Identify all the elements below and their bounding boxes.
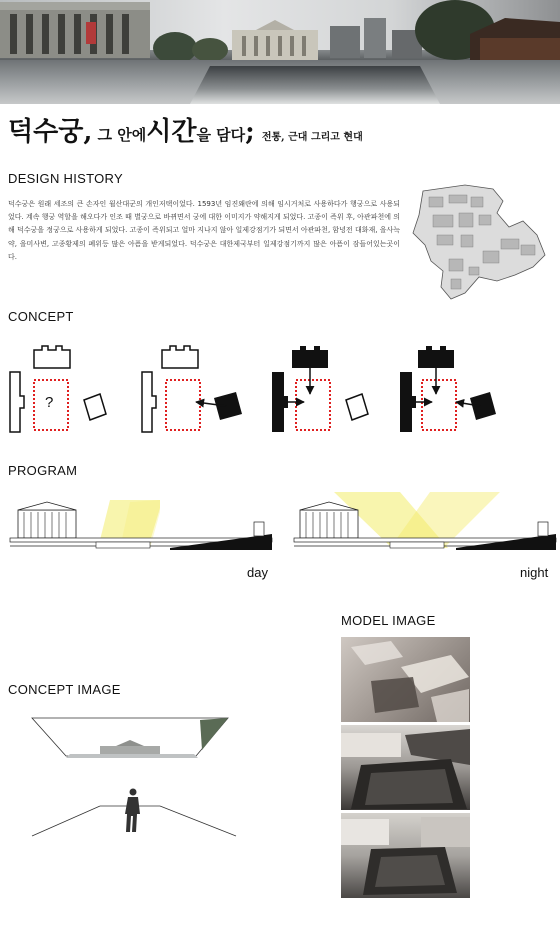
person-silhouette <box>125 789 140 833</box>
title-part-1: 덕수궁 <box>8 117 84 147</box>
concept-image-sketch <box>30 710 240 840</box>
title-comma: , <box>83 117 93 147</box>
model-image-heading: MODEL IMAGE <box>341 613 436 628</box>
title-semicolon: ; <box>245 117 255 147</box>
title-part-2: 그 안에 <box>97 126 147 144</box>
concept-step-2 <box>142 346 242 432</box>
model-photo-3 <box>341 813 470 898</box>
site-plan-map <box>405 183 555 303</box>
title-part-3: 시간 <box>146 117 197 147</box>
model-photo-2 <box>341 725 470 810</box>
program-day-label: day <box>247 565 268 580</box>
program-night-section <box>294 492 556 550</box>
model-photo-1 <box>341 637 470 722</box>
concept-diagram <box>0 338 560 438</box>
program-section-drawings <box>0 488 560 568</box>
concept-step-1 <box>10 346 106 432</box>
concept-step-4 <box>400 346 496 432</box>
program-day-section <box>10 500 272 550</box>
hero-reflecting-pool <box>190 66 440 104</box>
concept-heading: CONCEPT <box>8 309 74 324</box>
design-history-paragraph: 덕수궁은 원래 세조의 큰 손자인 월산대군의 개인저택이었다. 1593년 임진왜란에 의해 임시거처로 사용하다가 행궁으로 사용되었다. 계속 행궁 역할을 해오다가 인조 때 별궁으로 바뀌면서 궁에 대한 이미지가 약해지게 되었다. 고종이 즉위 후, 아관파천에 의해 덕수궁을 정궁으로 사용하게 되었다. 고종이 즉위되고 얼마 지나지 않아 일제강점기가 되면서 아관파천, 함녕전 대화재, 을사늑약, 을미사변, 고종황제의 폐위등 많은 아픔을 받게되었다. 덕수궁은 대한제국부터 일제강점기까지 많은 아픔이 잠들어있는곳이다. <box>8 200 400 261</box>
hero-banner-photo <box>0 0 560 104</box>
program-heading: PROGRAM <box>8 463 78 478</box>
concept-image-heading: CONCEPT IMAGE <box>8 682 121 697</box>
concept-question-mark: ? <box>45 394 54 411</box>
design-history-heading: DESIGN HISTORY <box>8 171 123 186</box>
page-title <box>8 111 554 147</box>
concept-step-3 <box>272 346 368 432</box>
title-part-4: 을 담다 <box>196 126 246 144</box>
program-night-label: night <box>520 565 549 580</box>
title-subtitle: 전통, 근대 그리고 현대 <box>261 132 363 143</box>
